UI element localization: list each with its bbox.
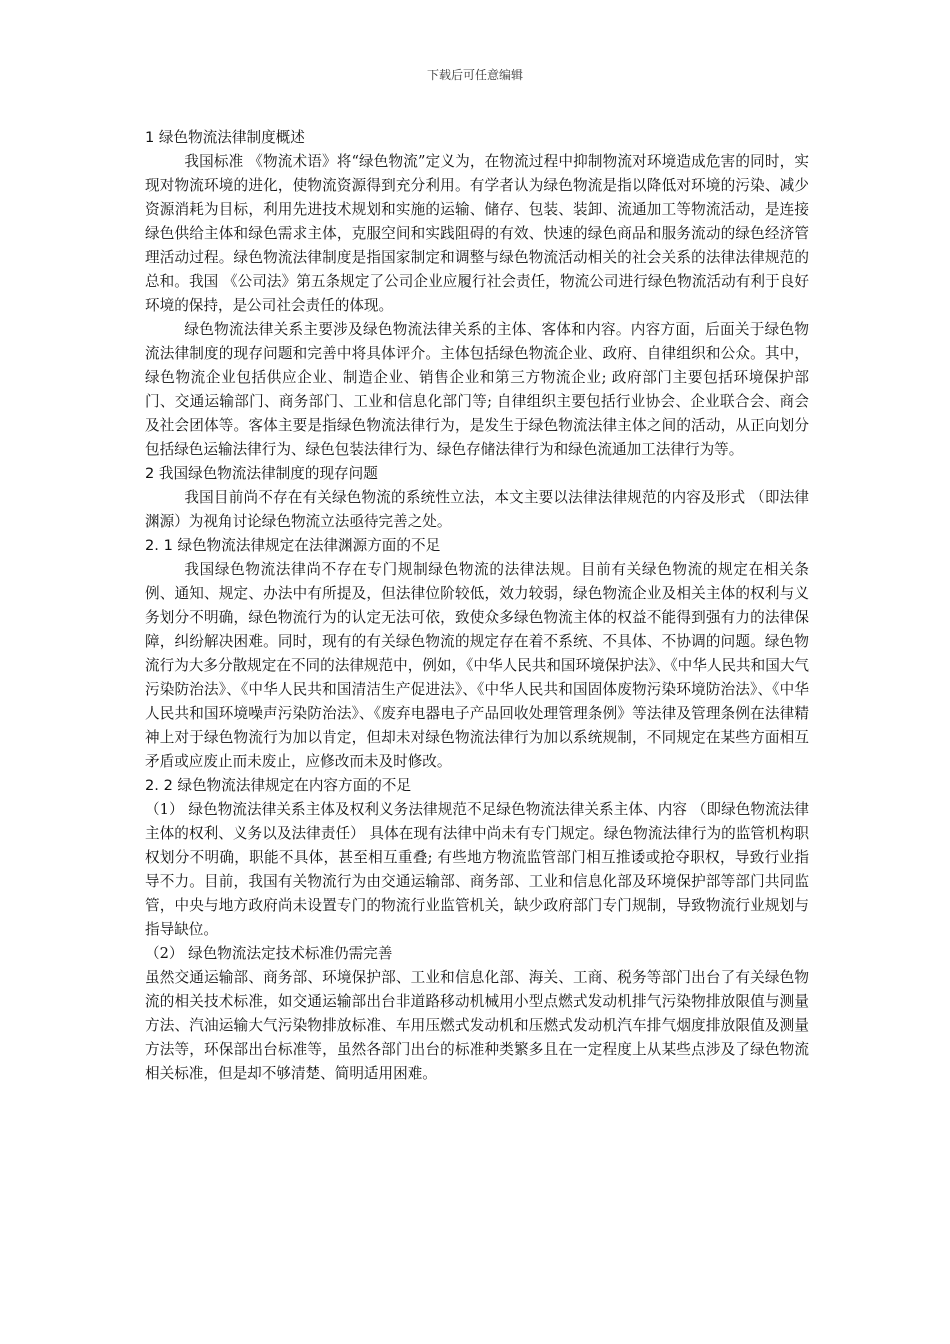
subsection-heading-2-2: 2. 2 绿色物流法律规定在内容方面的不足	[145, 777, 411, 794]
list-item-heading: （2） 绿色物流法定技术标准仍需完善	[145, 945, 393, 962]
paragraph: 虽然交通运输部、商务部、环境保护部、工业和信息化部、海关、工商、税务等部门出台了有关绿色物流的相关技术标准，如交通运输部出台非道路移动机械用小型点燃式发动机排气污染物排放限值与测量方法、汽油运输大气污染物排放标准、车用压燃式发动机和压燃式发动机汽车排气烟度排放限值及测量方法等，环保部出台标准等，虽然各部门出台的标准种类繁多且在一定程度上从某些点涉及了绿色物流相关标准，但是却不够清楚、简明适用困难。	[145, 969, 809, 1082]
paragraph: 我国绿色物流法律尚不存在专门规制绿色物流的法律法规。目前有关绿色物流的规定在相关条例、通知、规定、办法中有所提及，但法律位阶较低，效力较弱，绿色物流企业及相关主体的权利与义务划分不明确，绿色物流行为的认定无法可依，致使众多绿色物流主体的权益不能得到强有力的法律保障，纠纷解决困难。同时，现有的有关绿色物流的规定存在着不系统、不具体、不协调的问题。绿色物流行为大多分散规定在不同的法律规范中，例如，《中华人民共和国环境保护法》、《中华人民共和国大气污染防治法》、《中华人民共和国清洁生产促进法》、《中华人民共和国固体废物污染环境防治法》、《中华人民共和国环境噪声污染防治法》、《废弃电器电子产品回收处理管理条例》等法律及管理条例在法律精神上对于绿色物流行为加以肯定，但却未对绿色物流法律行为加以系统规制，不同规定在某些方面相互矛盾或应废止而未废止，应修改而未及时修改。	[145, 561, 810, 770]
section-heading-1: 1 绿色物流法律制度概述	[145, 129, 305, 146]
page-header: 下载后可任意编辑	[426, 68, 523, 82]
subsection-heading-2-1: 2. 1 绿色物流法律规定在法律渊源方面的不足	[145, 537, 441, 554]
paragraph: （1） 绿色物流法律关系主体及权利义务法律规范不足绿色物流法律关系主体、内容 （即绿色物流法律主体的权利、义务以及法律责任） 具体在现有法律中尚未有专门规定。绿色物流法律行为的监管机构职权划分不明确，职能不具体，甚至相互重叠; 有些地方物流监管部门相互推诿或抢夺职权，导致行业指导不力。目前，我国有关物流行为由交通运输部、商务部、工业和信息化部及环境保护部等部门共同监管，中央与地方政府尚未设置专门的物流行业监管机关，缺少政府部门专门规制，导致物流行业规划与指导缺位。	[145, 801, 809, 938]
paragraph: 绿色物流法律关系主要涉及绿色物流法律关系的主体、客体和内容。内容方面，后面关于绿色物流法律制度的现存问题和完善中将具体评介。主体包括绿色物流企业、政府、自律组织和公众。其中，绿色物流企业包括供应企业、制造企业、销售企业和第三方物流企业; 政府部门主要包括环境保护部门、交通运输部门、商务部门、工业和信息化部门等; 自律组织主要包括行业协会、企业联合会、商会及社会团体等。客体主要是指绿色物流法律行为，是发生于绿色物流法律主体之间的活动，从正向划分包括绿色运输法律行为、绿色包装法律行为、绿色存储法律行为和绿色流通加工法律行为等。	[145, 321, 809, 458]
section-heading-2: 2 我国绿色物流法律制度的现存问题	[145, 465, 378, 482]
document-body	[145, 126, 809, 1086]
paragraph: 我国标准 《物流术语》将“绿色物流”定义为，在物流过程中抑制物流对环境造成危害的同时，实现对物流环境的进化，使物流资源得到充分利用。有学者认为绿色物流是指以降低对环境的污染、减少资源消耗为目标，利用先进技术规划和实施的运输、储存、包装、装卸、流通加工等物流活动，是连接绿色供给主体和绿色需求主体，克服空间和实践阻碍的有效、快速的绿色商品和服务流动的绿色经济管理活动过程。绿色物流法律制度是指国家制定和调整与绿色物流活动相关的社会关系的法律法律规范的总和。我国 《公司法》第五条规定了公司企业应履行社会责任，物流公司进行绿色物流活动有利于良好环境的保持，是公司社会责任的体现。	[145, 153, 809, 314]
paragraph: 我国目前尚不存在有关绿色物流的系统性立法，本文主要以法律法律规范的内容及形式 （即法律渊源）为视角讨论绿色物流立法亟待完善之处。	[145, 489, 809, 530]
